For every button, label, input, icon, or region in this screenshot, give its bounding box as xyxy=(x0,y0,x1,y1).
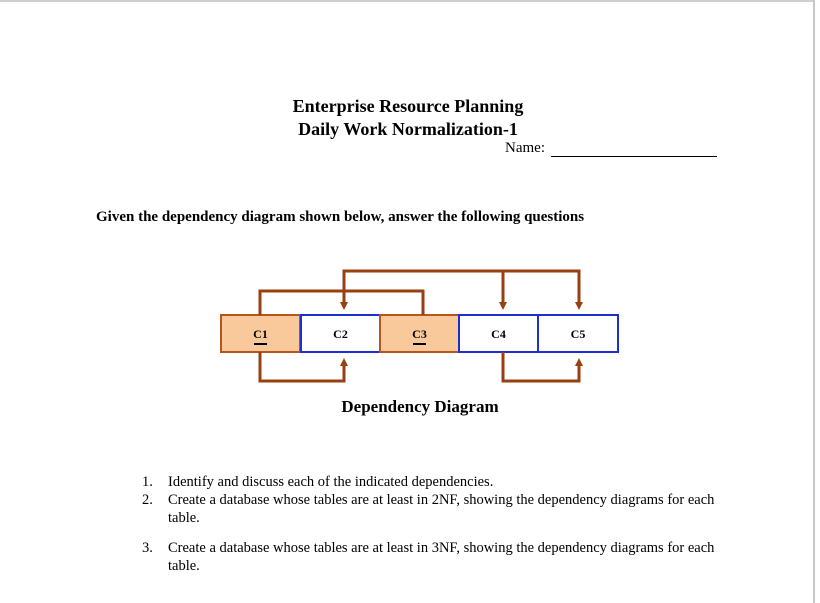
attribute-box-c2 xyxy=(301,315,380,352)
attribute-label-c5: C5 xyxy=(570,327,586,341)
document-title: Enterprise Resource Planning xyxy=(292,96,524,116)
diagram-caption: Dependency Diagram xyxy=(341,397,499,416)
question-text: Create a database whose tables are at least in 3NF, showing the dependency diagrams for each table. xyxy=(168,540,715,574)
attribute-box-c1 xyxy=(221,315,300,352)
attribute-label-c1: C1 xyxy=(253,327,268,341)
question-item xyxy=(142,539,742,575)
attribute-box-c3 xyxy=(380,315,459,352)
question-number: 2. xyxy=(142,492,153,508)
question-text: Create a database whose tables are at least in 2NF, showing the dependency diagrams for each table. xyxy=(168,492,715,526)
dependency-arrow-bottom-left xyxy=(260,352,344,381)
question-item xyxy=(142,491,742,527)
question-list xyxy=(142,473,742,575)
attribute-box-c5 xyxy=(538,315,618,352)
attribute-label-c4: C4 xyxy=(491,327,506,341)
question-number: 1. xyxy=(142,474,153,490)
attribute-label-c2: C2 xyxy=(333,327,348,341)
dependency-arrow-bottom-right xyxy=(503,352,579,381)
attribute-label-c3: C3 xyxy=(412,327,427,341)
instructions-text: Given the dependency diagram shown below, answer the following questions xyxy=(96,209,585,225)
question-number: 3. xyxy=(142,540,153,556)
attribute-box-c4 xyxy=(459,315,538,352)
dependency-arrow-top-inner xyxy=(260,291,423,315)
document-subtitle: Daily Work Normalization-1 xyxy=(298,119,518,139)
dependency-arrow-top-outer xyxy=(344,271,579,306)
question-item xyxy=(142,473,742,491)
question-text: Identify and discuss each of the indicated dependencies. xyxy=(168,474,494,490)
name-label: Name: xyxy=(505,140,545,156)
